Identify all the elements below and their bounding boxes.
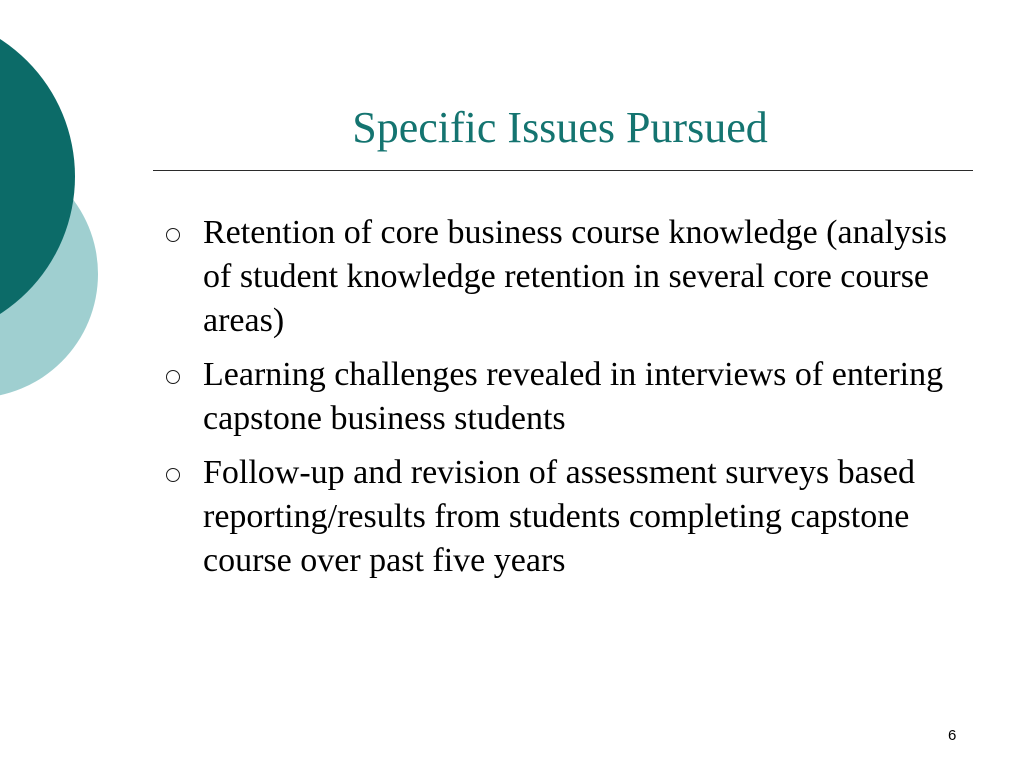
slide-title: Specific Issues Pursued (352, 103, 768, 152)
bullet-text: Follow-up and revision of assessment surveys based reporting/results from students completing capstone course over past five years (203, 454, 916, 579)
bullet-item (160, 211, 980, 343)
bullet-text: Retention of core business course knowledge (analysis of student knowledge retention in several core course areas) (203, 214, 948, 339)
circle-bullet-icon (166, 370, 180, 384)
bullet-item (160, 451, 980, 583)
circle-bullet-icon (166, 468, 180, 482)
circle-bullet-icon (166, 228, 180, 242)
page-number: 6 (948, 727, 957, 744)
title-divider (153, 170, 973, 171)
bullet-list (160, 211, 980, 593)
bullet-item (160, 353, 980, 441)
bullet-text: Learning challenges revealed in interviews of entering capstone business students (203, 356, 944, 437)
